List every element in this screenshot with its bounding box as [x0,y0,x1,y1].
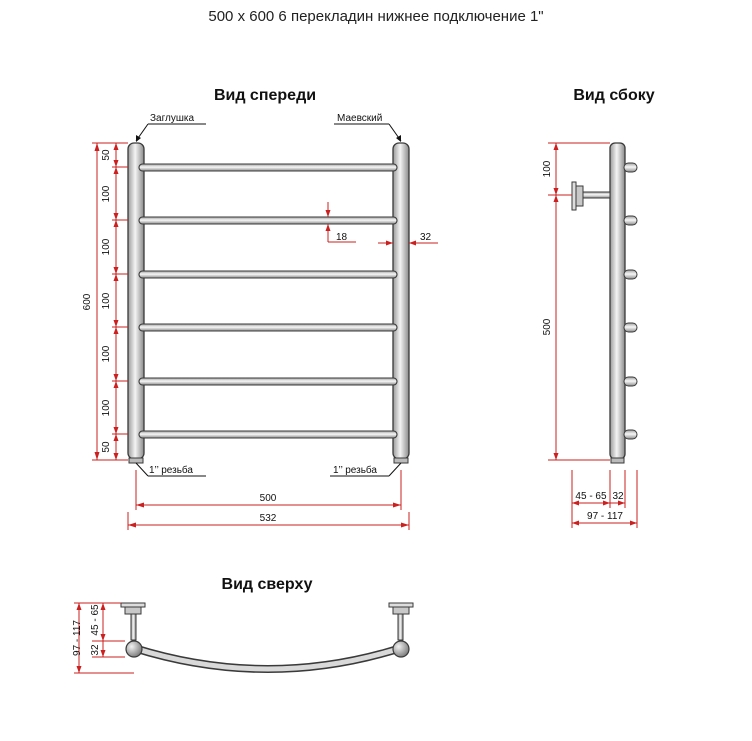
right-thread [394,458,408,463]
dim-top-post-diameter-label: 32 [90,644,101,656]
label-air-vent: Маевский [337,113,383,124]
right-post-top [393,641,409,657]
dim-rung-chain [112,143,128,460]
wall-bracket [572,182,610,210]
dim-spacing-label: 100 [101,292,112,310]
side-view [542,87,655,528]
dim-rung-diameter-label: 18 [336,232,348,243]
rung [139,164,397,171]
rung [139,431,397,438]
dim-width-center-label: 500 [259,493,277,504]
dim-post-diameter-label: 32 [420,232,432,243]
side-view-heading: Вид сбоку [573,87,655,104]
dim-side-mount-spacing-label: 500 [542,318,553,336]
rungs [139,164,397,438]
dim-spacing-label: 50 [101,149,112,161]
dim-width-total-label: 532 [259,513,277,524]
front-view [82,87,438,530]
right-post [393,143,409,459]
label-thread-right: 1’’ резьба [333,465,377,476]
label-thread-left: 1’’ резьба [149,465,193,476]
top-view [72,576,413,673]
rung [139,271,397,278]
rung [139,378,397,385]
left-post [128,143,144,459]
dim-side-top-offset-label: 100 [542,160,553,178]
dim-spacing-label: 50 [101,441,112,453]
right-bracket-top [389,603,413,640]
dim-side-depth-total-label: 97 - 117 [587,511,623,522]
drawing-title: 500 x 600 6 перекладин нижнее подключение 1" [208,8,544,25]
left-thread [129,458,143,463]
rung-stubs [624,163,637,439]
dim-height-total-label: 600 [82,293,93,311]
label-plug: Заглушка [150,113,195,124]
dim-spacing-label: 100 [101,345,112,363]
dim-top-wall-distance-label: 45 - 65 [90,604,101,636]
front-view-heading: Вид спереди [213,87,317,104]
dim-spacing-label: 100 [101,399,112,417]
dim-spacing-label: 100 [101,185,112,203]
dim-top-depth-total-label: 97 - 117 [72,620,83,656]
dim-spacing-label: 100 [101,238,112,256]
dim-side-post-diameter-label: 32 [612,491,624,502]
rung [139,324,397,331]
top-view-heading: Вид сверху [221,576,313,593]
left-bracket-top [121,603,145,640]
left-post-top [126,641,142,657]
rung [139,217,397,224]
side-thread [611,458,624,463]
dim-side-mount-spacing [548,195,610,460]
side-post [610,143,625,459]
dim-side-wall-distance-label: 45 - 65 [575,491,607,502]
